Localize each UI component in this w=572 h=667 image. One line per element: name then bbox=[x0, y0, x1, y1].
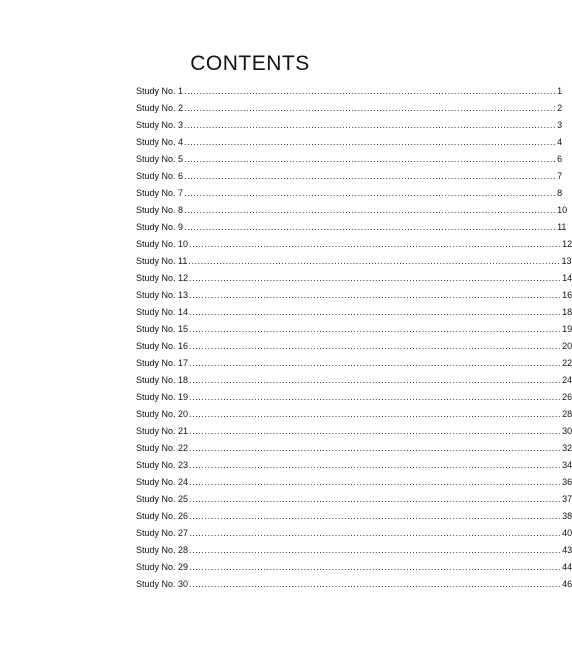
toc-entry-label: Study No. 22 bbox=[136, 443, 189, 453]
page-title: CONTENTS bbox=[190, 52, 310, 75]
toc-entry bbox=[136, 219, 567, 236]
toc-entry bbox=[136, 559, 572, 576]
toc-entry-label: Study No. 5 bbox=[136, 154, 184, 164]
toc-entry-label: Study No. 26 bbox=[136, 511, 189, 521]
toc-entry-label: Study No. 6 bbox=[136, 171, 184, 181]
toc-entry-label: Study No. 24 bbox=[136, 477, 189, 487]
dot-leader: ........................................................................................................................ bbox=[184, 222, 557, 232]
toc-entry bbox=[136, 576, 572, 593]
toc-entry-page-number: 38 bbox=[562, 511, 572, 521]
toc-entry-label: Study No. 15 bbox=[136, 324, 189, 334]
table-of-contents bbox=[136, 83, 572, 593]
dot-leader: ........................................................................................................................ bbox=[189, 443, 562, 453]
dot-leader: ........................................................................................................................ bbox=[184, 120, 557, 130]
toc-entry-page-number: 2 bbox=[557, 103, 563, 113]
dot-leader: ........................................................................................................................ bbox=[189, 426, 562, 436]
toc-entry-label: Study No. 30 bbox=[136, 579, 189, 589]
toc-entry-page-number: 7 bbox=[557, 171, 563, 181]
toc-entry-page-number: 32 bbox=[562, 443, 572, 453]
dot-leader: ........................................................................................................................ bbox=[189, 511, 562, 521]
toc-entry-label: Study No. 4 bbox=[136, 137, 184, 147]
toc-entry bbox=[136, 372, 572, 389]
dot-leader: ........................................................................................................................ bbox=[189, 358, 562, 368]
toc-entry-page-number: 28 bbox=[562, 409, 572, 419]
dot-leader: ........................................................................................................................ bbox=[188, 256, 561, 266]
toc-entry-label: Study No. 9 bbox=[136, 222, 184, 232]
toc-entry bbox=[136, 185, 563, 202]
toc-entry-page-number: 30 bbox=[562, 426, 572, 436]
toc-entry-page-number: 1 bbox=[557, 86, 563, 96]
toc-entry bbox=[136, 168, 563, 185]
dot-leader: ........................................................................................................................ bbox=[184, 188, 557, 198]
toc-entry-page-number: 44 bbox=[562, 562, 572, 572]
dot-leader: ........................................................................................................................ bbox=[189, 528, 562, 538]
dot-leader: ........................................................................................................................ bbox=[189, 460, 562, 470]
toc-entry-label: Study No. 11 bbox=[136, 256, 188, 266]
dot-leader: ........................................................................................................................ bbox=[189, 545, 562, 555]
toc-entry-page-number: 22 bbox=[562, 358, 572, 368]
toc-entry-page-number: 36 bbox=[562, 477, 572, 487]
toc-entry bbox=[136, 457, 572, 474]
toc-entry-label: Study No. 1 bbox=[136, 86, 184, 96]
toc-entry bbox=[136, 100, 563, 117]
toc-entry-page-number: 43 bbox=[562, 545, 572, 555]
toc-entry bbox=[136, 151, 563, 168]
toc-entry bbox=[136, 406, 572, 423]
toc-entry-page-number: 12 bbox=[562, 239, 572, 249]
dot-leader: ........................................................................................................................ bbox=[189, 341, 562, 351]
toc-entry-label: Study No. 16 bbox=[136, 341, 189, 351]
dot-leader: ........................................................................................................................ bbox=[189, 477, 562, 487]
toc-entry-label: Study No. 29 bbox=[136, 562, 189, 572]
dot-leader: ........................................................................................................................ bbox=[189, 239, 562, 249]
dot-leader: ........................................................................................................................ bbox=[189, 392, 562, 402]
toc-entry-label: Study No. 8 bbox=[136, 205, 184, 215]
dot-leader: ........................................................................................................................ bbox=[184, 205, 557, 215]
toc-entry bbox=[136, 440, 572, 457]
toc-entry-page-number: 16 bbox=[562, 290, 572, 300]
toc-entry bbox=[136, 491, 572, 508]
dot-leader: ........................................................................................................................ bbox=[189, 273, 562, 283]
toc-entry-page-number: 8 bbox=[557, 188, 563, 198]
dot-leader: ........................................................................................................................ bbox=[184, 171, 557, 181]
toc-entry bbox=[136, 355, 572, 372]
dot-leader: ........................................................................................................................ bbox=[189, 579, 562, 589]
toc-entry-page-number: 34 bbox=[562, 460, 572, 470]
toc-entry bbox=[136, 202, 568, 219]
toc-entry bbox=[136, 287, 572, 304]
toc-entry-page-number: 13 bbox=[561, 256, 572, 266]
toc-entry-label: Study No. 12 bbox=[136, 273, 189, 283]
toc-entry-label: Study No. 18 bbox=[136, 375, 189, 385]
toc-entry-page-number: 6 bbox=[557, 154, 563, 164]
toc-entry bbox=[136, 321, 572, 338]
dot-leader: ........................................................................................................................ bbox=[189, 290, 562, 300]
toc-entry-label: Study No. 2 bbox=[136, 103, 184, 113]
toc-entry bbox=[136, 389, 572, 406]
toc-entry-label: Study No. 27 bbox=[136, 528, 189, 538]
toc-entry bbox=[136, 134, 563, 151]
toc-entry bbox=[136, 236, 572, 253]
toc-entry-page-number: 4 bbox=[557, 137, 563, 147]
toc-entry-label: Study No. 28 bbox=[136, 545, 189, 555]
toc-entry-label: Study No. 19 bbox=[136, 392, 189, 402]
dot-leader: ........................................................................................................................ bbox=[189, 409, 562, 419]
toc-entry-page-number: 24 bbox=[562, 375, 572, 385]
toc-entry-page-number: 37 bbox=[562, 494, 572, 504]
toc-entry-label: Study No. 25 bbox=[136, 494, 189, 504]
toc-entry-label: Study No. 10 bbox=[136, 239, 189, 249]
toc-entry-page-number: 46 bbox=[562, 579, 572, 589]
toc-entry bbox=[136, 474, 572, 491]
toc-entry-page-number: 20 bbox=[562, 341, 572, 351]
toc-entry-label: Study No. 20 bbox=[136, 409, 189, 419]
toc-entry-label: Study No. 21 bbox=[136, 426, 189, 436]
toc-entry-page-number: 14 bbox=[562, 273, 572, 283]
toc-entry bbox=[136, 338, 572, 355]
toc-entry bbox=[136, 117, 563, 134]
dot-leader: ........................................................................................................................ bbox=[189, 494, 562, 504]
toc-entry-label: Study No. 17 bbox=[136, 358, 189, 368]
toc-entry-page-number: 18 bbox=[562, 307, 572, 317]
dot-leader: ........................................................................................................................ bbox=[189, 375, 562, 385]
dot-leader: ........................................................................................................................ bbox=[189, 324, 562, 334]
dot-leader: ........................................................................................................................ bbox=[184, 154, 557, 164]
dot-leader: ........................................................................................................................ bbox=[184, 137, 557, 147]
toc-entry-page-number: 26 bbox=[562, 392, 572, 402]
toc-entry-page-number: 40 bbox=[562, 528, 572, 538]
toc-entry-page-number: 19 bbox=[562, 324, 572, 334]
toc-entry bbox=[136, 83, 563, 100]
toc-entry bbox=[136, 542, 572, 559]
toc-entry bbox=[136, 270, 572, 287]
toc-entry bbox=[136, 423, 572, 440]
toc-entry bbox=[136, 508, 572, 525]
toc-entry-label: Study No. 13 bbox=[136, 290, 189, 300]
dot-leader: ........................................................................................................................ bbox=[184, 86, 557, 96]
toc-entry-label: Study No. 23 bbox=[136, 460, 189, 470]
toc-entry bbox=[136, 304, 572, 321]
toc-entry-page-number: 3 bbox=[557, 120, 563, 130]
toc-entry-label: Study No. 3 bbox=[136, 120, 184, 130]
toc-entry-page-number: 10 bbox=[557, 205, 568, 215]
toc-entry bbox=[136, 253, 572, 270]
dot-leader: ........................................................................................................................ bbox=[189, 307, 562, 317]
toc-entry bbox=[136, 525, 572, 542]
dot-leader: ........................................................................................................................ bbox=[184, 103, 557, 113]
dot-leader: ........................................................................................................................ bbox=[189, 562, 562, 572]
toc-entry-label: Study No. 14 bbox=[136, 307, 189, 317]
toc-entry-page-number: 11 bbox=[557, 222, 567, 232]
toc-entry-label: Study No. 7 bbox=[136, 188, 184, 198]
